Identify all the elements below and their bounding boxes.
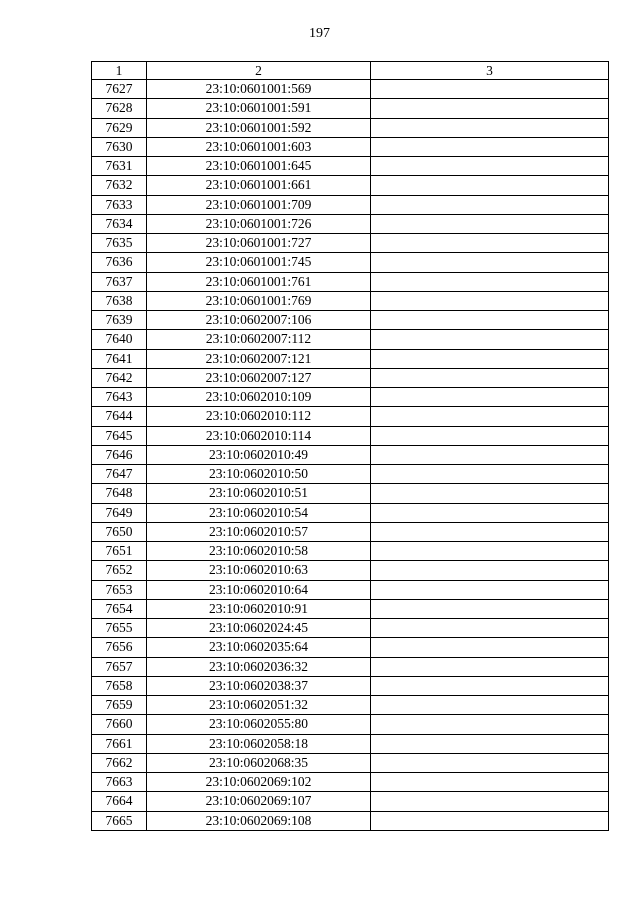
row-number-cell: 7663 <box>92 773 147 792</box>
row-number-cell: 7644 <box>92 407 147 426</box>
row-number-cell: 7660 <box>92 715 147 734</box>
row-number-cell: 7633 <box>92 195 147 214</box>
row-number-cell: 7645 <box>92 426 147 445</box>
column-3-cell <box>371 330 609 349</box>
row-number-cell: 7634 <box>92 214 147 233</box>
table-row <box>92 580 609 599</box>
table-row <box>92 80 609 99</box>
row-number-cell: 7637 <box>92 272 147 291</box>
row-number-cell: 7630 <box>92 137 147 156</box>
table-row <box>92 176 609 195</box>
table-row <box>92 157 609 176</box>
row-number-cell: 7635 <box>92 234 147 253</box>
cadastral-number-cell: 23:10:0602010:51 <box>147 484 371 503</box>
column-3-cell <box>371 542 609 561</box>
table-header <box>92 62 609 80</box>
row-number-cell: 7639 <box>92 311 147 330</box>
table-row <box>92 753 609 772</box>
table-row <box>92 599 609 618</box>
table-row <box>92 214 609 233</box>
table-row <box>92 195 609 214</box>
row-number-cell: 7661 <box>92 734 147 753</box>
column-3-cell <box>371 657 609 676</box>
table-row <box>92 503 609 522</box>
cadastral-number-cell: 23:10:0602069:108 <box>147 811 371 830</box>
column-3-cell <box>371 234 609 253</box>
cadastral-table <box>91 61 609 831</box>
page-number: 197 <box>309 26 330 41</box>
row-number-cell: 7655 <box>92 619 147 638</box>
table-row <box>92 619 609 638</box>
cadastral-number-cell: 23:10:0602055:80 <box>147 715 371 734</box>
cadastral-number-cell: 23:10:0601001:769 <box>147 291 371 310</box>
cadastral-number-cell: 23:10:0602007:127 <box>147 368 371 387</box>
row-number-cell: 7641 <box>92 349 147 368</box>
cadastral-number-cell: 23:10:0601001:745 <box>147 253 371 272</box>
table-row <box>92 253 609 272</box>
cadastral-number-cell: 23:10:0602010:64 <box>147 580 371 599</box>
column-3-cell <box>371 445 609 464</box>
cadastral-number-cell: 23:10:0602010:114 <box>147 426 371 445</box>
table-row <box>92 657 609 676</box>
table-row <box>92 445 609 464</box>
cadastral-number-cell: 23:10:0601001:709 <box>147 195 371 214</box>
cadastral-number-cell: 23:10:0602069:107 <box>147 792 371 811</box>
column-3-cell <box>371 137 609 156</box>
column-3-cell <box>371 753 609 772</box>
row-number-cell: 7653 <box>92 580 147 599</box>
table-row <box>92 291 609 310</box>
column-3-cell <box>371 407 609 426</box>
column-3-cell <box>371 291 609 310</box>
row-number-cell: 7638 <box>92 291 147 310</box>
cadastral-number-cell: 23:10:0602010:49 <box>147 445 371 464</box>
column-3-cell <box>371 696 609 715</box>
row-number-cell: 7656 <box>92 638 147 657</box>
column-3-cell <box>371 734 609 753</box>
column-3-cell <box>371 715 609 734</box>
column-header-1: 1 <box>92 62 147 80</box>
column-3-cell <box>371 522 609 541</box>
row-number-cell: 7659 <box>92 696 147 715</box>
column-3-cell <box>371 503 609 522</box>
row-number-cell: 7648 <box>92 484 147 503</box>
table-row <box>92 676 609 695</box>
table-row <box>92 561 609 580</box>
row-number-cell: 7662 <box>92 753 147 772</box>
table-row <box>92 99 609 118</box>
column-3-cell <box>371 638 609 657</box>
row-number-cell: 7664 <box>92 792 147 811</box>
table-row <box>92 388 609 407</box>
table-body <box>92 80 609 831</box>
row-number-cell: 7646 <box>92 445 147 464</box>
header-row <box>92 62 609 80</box>
cadastral-number-cell: 23:10:0602007:121 <box>147 349 371 368</box>
cadastral-number-cell: 23:10:0602068:35 <box>147 753 371 772</box>
cadastral-number-cell: 23:10:0602010:54 <box>147 503 371 522</box>
row-number-cell: 7649 <box>92 503 147 522</box>
cadastral-number-cell: 23:10:0601001:592 <box>147 118 371 137</box>
column-3-cell <box>371 388 609 407</box>
table-row <box>92 234 609 253</box>
cadastral-number-cell: 23:10:0601001:726 <box>147 214 371 233</box>
cadastral-number-cell: 23:10:0602069:102 <box>147 773 371 792</box>
row-number-cell: 7658 <box>92 676 147 695</box>
row-number-cell: 7642 <box>92 368 147 387</box>
cadastral-number-cell: 23:10:0601001:569 <box>147 80 371 99</box>
table-row <box>92 696 609 715</box>
column-3-cell <box>371 176 609 195</box>
cadastral-number-cell: 23:10:0602007:106 <box>147 311 371 330</box>
row-number-cell: 7665 <box>92 811 147 830</box>
column-3-cell <box>371 811 609 830</box>
table-row <box>92 715 609 734</box>
table-row <box>92 522 609 541</box>
column-3-cell <box>371 426 609 445</box>
cadastral-number-cell: 23:10:0601001:661 <box>147 176 371 195</box>
cadastral-number-cell: 23:10:0602051:32 <box>147 696 371 715</box>
table-row <box>92 484 609 503</box>
cadastral-number-cell: 23:10:0601001:591 <box>147 99 371 118</box>
table-row <box>92 426 609 445</box>
row-number-cell: 7657 <box>92 657 147 676</box>
cadastral-number-cell: 23:10:0602007:112 <box>147 330 371 349</box>
row-number-cell: 7627 <box>92 80 147 99</box>
row-number-cell: 7629 <box>92 118 147 137</box>
row-number-cell: 7631 <box>92 157 147 176</box>
column-3-cell <box>371 157 609 176</box>
table-row <box>92 465 609 484</box>
column-header-3: 3 <box>371 62 609 80</box>
row-number-cell: 7640 <box>92 330 147 349</box>
row-number-cell: 7647 <box>92 465 147 484</box>
cadastral-number-cell: 23:10:0602035:64 <box>147 638 371 657</box>
cadastral-number-cell: 23:10:0601001:603 <box>147 137 371 156</box>
column-3-cell <box>371 195 609 214</box>
cadastral-number-cell: 23:10:0602036:32 <box>147 657 371 676</box>
table-row <box>92 311 609 330</box>
cadastral-number-cell: 23:10:0602010:50 <box>147 465 371 484</box>
column-3-cell <box>371 599 609 618</box>
cadastral-number-cell: 23:10:0602010:57 <box>147 522 371 541</box>
cadastral-number-cell: 23:10:0602010:91 <box>147 599 371 618</box>
column-3-cell <box>371 118 609 137</box>
table-row <box>92 137 609 156</box>
cadastral-number-cell: 23:10:0602058:18 <box>147 734 371 753</box>
table-row <box>92 349 609 368</box>
column-3-cell <box>371 773 609 792</box>
row-number-cell: 7651 <box>92 542 147 561</box>
row-number-cell: 7636 <box>92 253 147 272</box>
table-row <box>92 734 609 753</box>
cadastral-number-cell: 23:10:0602010:63 <box>147 561 371 580</box>
cadastral-number-cell: 23:10:0602024:45 <box>147 619 371 638</box>
row-number-cell: 7632 <box>92 176 147 195</box>
column-3-cell <box>371 619 609 638</box>
cadastral-number-cell: 23:10:0602010:109 <box>147 388 371 407</box>
column-3-cell <box>371 214 609 233</box>
column-3-cell <box>371 99 609 118</box>
column-3-cell <box>371 368 609 387</box>
column-3-cell <box>371 676 609 695</box>
cadastral-number-cell: 23:10:0602010:58 <box>147 542 371 561</box>
column-3-cell <box>371 272 609 291</box>
column-3-cell <box>371 253 609 272</box>
table-row <box>92 811 609 830</box>
cadastral-number-cell: 23:10:0602038:37 <box>147 676 371 695</box>
cadastral-number-cell: 23:10:0601001:727 <box>147 234 371 253</box>
table-row <box>92 330 609 349</box>
column-3-cell <box>371 311 609 330</box>
column-3-cell <box>371 792 609 811</box>
row-number-cell: 7643 <box>92 388 147 407</box>
column-3-cell <box>371 561 609 580</box>
row-number-cell: 7650 <box>92 522 147 541</box>
cadastral-number-cell: 23:10:0602010:112 <box>147 407 371 426</box>
table-row <box>92 542 609 561</box>
row-number-cell: 7628 <box>92 99 147 118</box>
table-row <box>92 407 609 426</box>
row-number-cell: 7652 <box>92 561 147 580</box>
table-row <box>92 773 609 792</box>
cadastral-number-cell: 23:10:0601001:761 <box>147 272 371 291</box>
table-row <box>92 272 609 291</box>
cadastral-number-cell: 23:10:0601001:645 <box>147 157 371 176</box>
column-3-cell <box>371 349 609 368</box>
table-row <box>92 118 609 137</box>
column-3-cell <box>371 484 609 503</box>
column-header-2: 2 <box>147 62 371 80</box>
column-3-cell <box>371 580 609 599</box>
column-3-cell <box>371 465 609 484</box>
table-row <box>92 792 609 811</box>
row-number-cell: 7654 <box>92 599 147 618</box>
column-3-cell <box>371 80 609 99</box>
table-row <box>92 638 609 657</box>
table-row <box>92 368 609 387</box>
